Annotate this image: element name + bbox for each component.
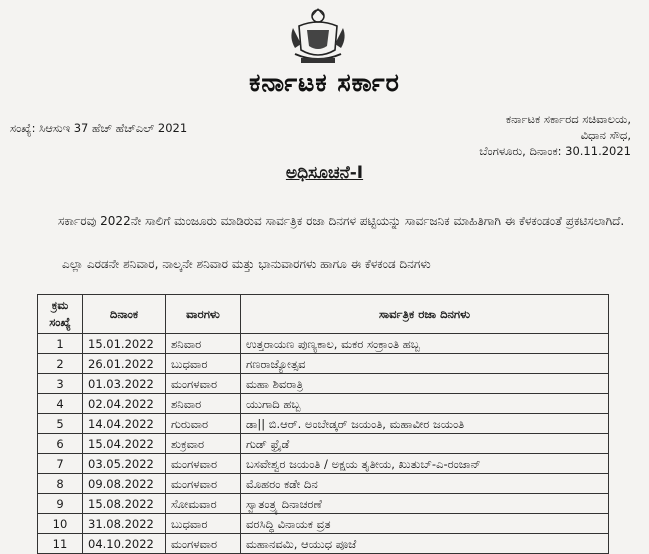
cell-serial: 10	[38, 514, 83, 534]
government-title: ಕರ್ನಾಟಕ ಸರ್ಕಾರ	[249, 68, 400, 97]
address-date-line: ಬೆಂಗಳೂರು, ದಿನಾಂಕ: 30.11.2021	[479, 144, 631, 158]
cell-date: 31.08.2022	[83, 514, 166, 534]
table-row	[38, 394, 609, 414]
cell-date: 03.05.2022	[83, 454, 166, 474]
cell-day: ಮಂಗಳವಾರ	[166, 534, 241, 554]
notification-paragraph: ಸರ್ಕಾರವು 2022ನೇ ಸಾಲಿಗೆ ಮಂಜೂರು ಮಾಡಿರುವ ಸಾರ್ವತ್ರಿಕ ರಜಾ ದಿನಗಳ ಪಟ್ಟಿಯನ್ನು ಸಾರ್ವಜನಿಕ ಮಾಹಿತಿಗಾಗಿ ಈ ಕೆಳಕಂಡಂತೆ ಪ್ರಕಟಿಸಲಾಗಿದೆ.	[58, 214, 625, 228]
cell-holiday: ಮಹಾನವಮಿ, ಆಯುಧ ಪೂಜೆ	[241, 534, 609, 554]
cell-serial: 4	[38, 394, 83, 414]
cell-serial: 6	[38, 434, 83, 454]
table-row	[38, 494, 609, 514]
header-date: ದಿನಾಂಕ	[83, 295, 166, 334]
cell-date: 04.10.2022	[83, 534, 166, 554]
table-row	[38, 514, 609, 534]
table-header-row	[38, 295, 609, 334]
state-emblem-icon	[287, 6, 349, 68]
cell-date: 01.03.2022	[83, 374, 166, 394]
issuing-address	[479, 111, 631, 159]
table-row	[38, 434, 609, 454]
header-serial: ಕ್ರಮ ಸಂಖ್ಯೆ	[38, 295, 83, 334]
cell-holiday: ಮಹಾ ಶಿವರಾತ್ರಿ	[241, 374, 609, 394]
holidays-subheading: ಎಲ್ಲಾ ಎರಡನೇ ಶನಿವಾರ, ನಾಲ್ಕನೇ ಶನಿವಾರ ಮತ್ತು ಭಾನುವಾರಗಳು ಹಾಗೂ ಈ ಕೆಳಕಂಡ ದಿನಗಳು	[62, 257, 431, 271]
table-row	[38, 354, 609, 374]
cell-date: 02.04.2022	[83, 394, 166, 414]
table-row	[38, 414, 609, 434]
cell-day: ಶುಕ್ರವಾರ	[166, 434, 241, 454]
table-row	[38, 374, 609, 394]
cell-holiday: ವರಸಿದ್ಧಿ ವಿನಾಯಕ ವ್ರತ	[241, 514, 609, 534]
notification-heading	[0, 163, 649, 183]
cell-day: ಬುಧವಾರ	[166, 514, 241, 534]
cell-serial: 1	[38, 334, 83, 354]
notification-title: ಅಧಿಸೂಚನೆ-I	[285, 163, 364, 183]
cell-holiday: ಯುಗಾದಿ ಹಬ್ಬ	[241, 394, 609, 414]
cell-date: 15.04.2022	[83, 434, 166, 454]
cell-day: ಶನಿವಾರ	[166, 394, 241, 414]
cell-serial: 2	[38, 354, 83, 374]
cell-serial: 7	[38, 454, 83, 474]
table-row	[38, 474, 609, 494]
cell-serial: 11	[38, 534, 83, 554]
table-row	[38, 454, 609, 474]
table-row	[38, 334, 609, 354]
cell-day: ಬುಧವಾರ	[166, 354, 241, 374]
cell-date: 26.01.2022	[83, 354, 166, 374]
cell-serial: 9	[38, 494, 83, 514]
cell-date: 14.04.2022	[83, 414, 166, 434]
holiday-table	[37, 294, 609, 554]
cell-holiday: ಗುಡ್ ಫ್ರೈಡೆ	[241, 434, 609, 454]
cell-holiday: ಡಾ|| ಬಿ.ಆರ್. ಅಂಬೇಡ್ಕರ್ ಜಯಂತಿ, ಮಹಾವೀರ ಜಯಂತಿ	[241, 414, 609, 434]
address-line: ಕರ್ನಾಟಕ ಸರ್ಕಾರದ ಸಚಿವಾಲಯ,	[505, 112, 631, 126]
cell-holiday: ಬಸವೇಶ್ವರ ಜಯಂತಿ / ಅಕ್ಷಯ ತೃತೀಯ, ಖುತುಬ್-ಎ-ರಂಜಾನ್	[241, 454, 609, 474]
cell-date: 09.08.2022	[83, 474, 166, 494]
header-holiday: ಸಾರ್ವತ್ರಿಕ ರಜಾ ದಿನಗಳು	[241, 295, 609, 334]
reference-number: ಸಂಖ್ಯೆ: ಸಿಆಸುಇ 37 ಹೆಚ್ ಹೆಚ್‌ಎಲ್ 2021	[10, 121, 188, 135]
cell-day: ಗುರುವಾರ	[166, 414, 241, 434]
cell-holiday: ಸ್ವಾತಂತ್ರ್ಯ ದಿನಾಚರಣೆ	[241, 494, 609, 514]
cell-holiday: ಮೊಹರಂ ಕಡೇ ದಿನ	[241, 474, 609, 494]
cell-serial: 3	[38, 374, 83, 394]
cell-serial: 8	[38, 474, 83, 494]
cell-day: ಮಂಗಳವಾರ	[166, 474, 241, 494]
cell-day: ಶನಿವಾರ	[166, 334, 241, 354]
cell-holiday: ಉತ್ತರಾಯಣ ಪುಣ್ಯಕಾಲ, ಮಕರ ಸಂಕ್ರಾಂತಿ ಹಬ್ಬ	[241, 334, 609, 354]
cell-serial: 5	[38, 414, 83, 434]
cell-date: 15.01.2022	[83, 334, 166, 354]
cell-day: ಮಂಗಳವಾರ	[166, 454, 241, 474]
header-day: ವಾರಗಳು	[166, 295, 241, 334]
cell-date: 15.08.2022	[83, 494, 166, 514]
table-row	[38, 534, 609, 554]
cell-day: ಮಂಗಳವಾರ	[166, 374, 241, 394]
cell-day: ಸೋಮವಾರ	[166, 494, 241, 514]
address-line: ವಿಧಾನ ಸೌಧ,	[580, 128, 631, 142]
cell-holiday: ಗಣರಾಜ್ಯೋತ್ಸವ	[241, 354, 609, 374]
